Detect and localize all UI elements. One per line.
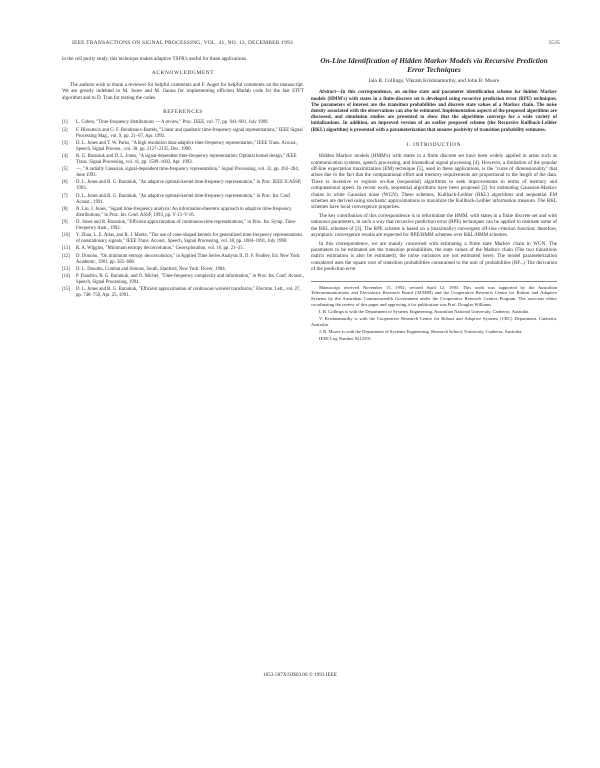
reference-text: D. L. Jones and R. G. Baraniuk, "An adaptive optimal-kernel time-frequency representation," in Proc. IEEE ICASSP, 1993. — [76, 180, 302, 192]
reference-item — [62, 128, 304, 140]
reference-number: [7] — [62, 193, 68, 199]
footnote-author-2: V. Krishnamurthy is with the Cooperative Research Centre for Robust and Adaptive Systems (CRC) Department, Canberra, Australia. — [311, 315, 557, 327]
footnotes — [311, 281, 557, 342]
reference-item — [62, 274, 304, 286]
reference-number: [13] — [62, 266, 70, 272]
reference-item — [62, 180, 304, 192]
reference-text: D. L. Jones and R. G. Baraniuk, "An adaptive optimal-kernel time-frequency representation," in Proc. Int. Conf. Acoust., 1991. — [76, 193, 292, 205]
reference-item — [62, 194, 304, 206]
reference-text: N. Liu, J. Jones, "Signal time-frequency analysis: An information-theoretic approach to adaptive time-frequency distributions," in Proc. Int. Conf. ASSP, 1993, pp. V-13–V-16. — [76, 206, 292, 218]
reference-item — [62, 220, 304, 232]
reference-number: [6] — [62, 180, 68, 186]
reference-text: D. L. Donoho, Combat and Simons, South, Stanford, New York: Dover, 1984. — [76, 266, 226, 272]
reference-number: [2] — [62, 127, 68, 133]
reference-text: R. A. Wiggins, "Minimum entropy deconvolution," Geoexploration, vol. 16, pp. 21–35. — [76, 246, 244, 252]
reference-text: D. L. Jones and R. G. Baraniuk, "Efficient approximation of continuous wavelet transforms," Electron. Lett., vol. 27, pp. 748–750, Apr. 25, 1991. — [76, 287, 301, 299]
reference-text: Y. Zhao, L. E. Atlas, and R. J. Marks, "The use of cone-shaped kernels for generalized time-frequency representations of nonstationary signals," IEEE Trans. Acoust., Speech, Signal Processing, vol. 38, pp. 1084–1091, July 1990. — [76, 233, 303, 245]
reference-number: [1] — [62, 120, 68, 126]
continued-text: in the cell purity study, this technique makes adaptive TSFR's useful for these applications. — [62, 56, 248, 62]
references-list — [62, 120, 304, 299]
reference-item — [62, 267, 304, 273]
introduction-paragraph: Hidden Markov models (HMM's) with states in a finite discrete set have been widely applied in areas such as communication systems, speech processing, and biomedical signal processing [4]. However, a limitation of the popular off-line expectation maximization (EM) technique [5], used in these applications, is the "curse of dimensionality" that arises due to the fact that the computational effort and memory requirements are proportional to the length of the data. There is incentive to explore on-line (sequential) algorithms to seek improvements in terms of memory and computational speed. In recent work, sequential algorithms have been proposed [2] for estimating Gaussian-Markov chains in white Gaussian noise (WGN). These schemes, Kullback-Leibler (RKL) algorithms and sequential EM schemes are derived using stochastic approximations to maximize the Kullback-Leibler information measure. The RKL schemes have local convergence properties. — [311, 153, 557, 211]
journal-header: IEEE TRANSACTIONS ON SIGNAL PROCESSING, VOL. 41, NO. 12, DECEMBER 1993 — [72, 40, 293, 46]
reference-number: [12] — [62, 253, 70, 259]
copyright-line: 1053-587X/93$03.00 © 1993 IEEE — [263, 672, 337, 678]
reference-number: [14] — [62, 273, 70, 279]
paper-title: On-Line Identification of Hidden Markov Models via Recursive Prediction Error Techniques — [320, 56, 548, 74]
reference-item — [62, 207, 304, 219]
reference-item — [62, 167, 304, 179]
footnote-manuscript: Manuscript received November 15, 1992; revised April 12, 1993. This work was supported by the Australian Telecommunications and Electronics Research Board (ATERB) and the Cooperative Research Centre for Robust and Adaptive Systems by the Australian Commonwealth Government under the Cooperative Research Centres Program. The associate editor coordinating the review of this paper and approving it for publication was Prof. Douglas Williams. — [311, 284, 557, 307]
footnote-author-1: I. B. Collings is with the Department of Systems Engineering, Australian National University, Canberra, Australia. — [319, 308, 530, 314]
abstract-text: In this correspondence, an on-line state and parameter identification scheme for hidden Markov models (HMM's) with states in a finite-discrete set is developed using recursive prediction error (RPE) techniques. The parameters of interest are the transition probabilities and discrete state values of a Markov chain. The noise density associated with the observations can also be estimated. Implementation aspects of the proposed algorithms are discussed, and simulation studies are presented to show that the algorithms converge for a wide variety of initializations. In addition, an improved version of an earlier proposed scheme (the Recursive Kullback-Leibler (RKL) algorithm) is presented with a parameterization that ensures positivity of transition probability estimates. — [311, 90, 557, 133]
reference-item — [62, 287, 304, 299]
introduction-heading: I. INTRODUCTION — [406, 141, 462, 148]
reference-number: [15] — [62, 287, 70, 293]
reference-text: —, "A radially Gaussian, signal-dependent time-frequency representation," Signal Processing, vol. 32, pp. 263–284, June 1993. — [76, 167, 299, 179]
reference-item — [62, 141, 304, 153]
paper-authors: Iain B. Collings, Vikram Krishnamurthy, and John B. Moore — [368, 78, 500, 84]
reference-text: P. Flandrin, R. G. Baraniuk, and O. Michel, "Time-frequency complexity and information," in Proc. Int. Conf. Acoust., Speech, Signal Processing, 1994. — [76, 273, 304, 285]
reference-number: [10] — [62, 233, 70, 239]
left-column — [62, 56, 304, 300]
reference-number: [3] — [62, 140, 68, 146]
abstract — [311, 90, 557, 133]
reference-number: [9] — [62, 219, 68, 225]
reference-number: [5] — [62, 167, 68, 173]
reference-text: F. Hlawatsch and G. F. Boudreaux-Bartels, "Linear and quadratic time-frequency signal representations," IEEE Signal Processing Mag., vol. 9, pp. 21–67, Apr. 1992. — [76, 127, 303, 139]
footnote-log-number: IEEE Log Number 9212591. — [319, 335, 373, 341]
reference-item — [62, 154, 304, 166]
introduction-paragraph: In this correspondence, we are mainly concerned with estimating a finite state Markov chain in WGN. The parameters to be estimated are the transition probabilities, the state values of the Markov chain (The two transitions matrix estimation is also be estimated), the noise variances are not estimated here). The model parameterization considered uses the square root of transition probabilities constrained to the unit of probabilities (RF...) The derivation of the prediction error — [311, 240, 557, 273]
reference-text: D. L. Jones and T. W. Parks, "A high resolution data-adaptive time-frequency representation," IEEE Trans. Acoust., Speech, Signal Process., vol. 38, pp. 2127–2135, Dec. 1990. — [76, 140, 298, 152]
reference-item — [62, 246, 304, 252]
acknowledgment-heading: ACKNOWLEDGMENT — [151, 70, 215, 77]
reference-text: R. G. Baraniuk and D. L. Jones, "A signal-dependent time-frequency representation: Optimal kernel design," IEEE Trans. Signal Processing, vol. 41, pp. 1589–1602, Apr. 1993. — [76, 154, 297, 165]
reference-item — [62, 233, 304, 245]
abstract-label: Abstract— — [319, 90, 341, 96]
reference-number: [4] — [62, 154, 68, 159]
reference-text: D. Donoho, "On minimum entropy deconvolution," in Applied Time Series Analysis II, D. F. Findley, Ed. New York: Academic, 1981, pp. 565–608. — [76, 253, 301, 265]
reference-number: [11] — [62, 246, 70, 252]
reference-text: D. Jones and R. Baraniuk, "Efficient approximation of continuous-time representations," in Proc. Int. Symp. Time-Frequency Anal., 1992. — [76, 219, 297, 231]
page-number: 3535 — [548, 40, 560, 46]
reference-text: L. Cohen, "Time-frequency distributions — A review," Proc. IEEE, vol. 77, pp. 941–981, July 1989. — [76, 120, 269, 126]
right-column — [311, 56, 557, 343]
reference-item — [62, 120, 304, 126]
acknowledgment-text: The authors wish to thank a reviewer for helpful comments and F. Auger for helpful comments on the manuscript. We are greatly indebted to M. Jones and M. Jiaona for implementing efficient Matlab code for the fast STFT algorithm and to D. Tran for testing the codes. — [62, 81, 304, 101]
references-heading: REFERENCES — [163, 109, 203, 116]
footnote-author-3: J. B. Moore is with the Department of Systems Engineering, Research School, University, Canberra, Australia. — [319, 328, 523, 334]
reference-item — [62, 254, 304, 266]
reference-number: [8] — [62, 206, 68, 212]
introduction-paragraph: The key contribution of this correspondence is to reformulate the HMM, with states in a finite discrete set and with unknown parameters, in such a way that recursive prediction error (RPE) techniques can be applied to estimate some of the RKL schemes of [3]. The RPE scheme is based on a (maximally) convergent off-line criterion function; therefore, asymptotic convergence results are expected for RPE/HMM schemes over RKL/HMM schemes. — [311, 212, 557, 239]
